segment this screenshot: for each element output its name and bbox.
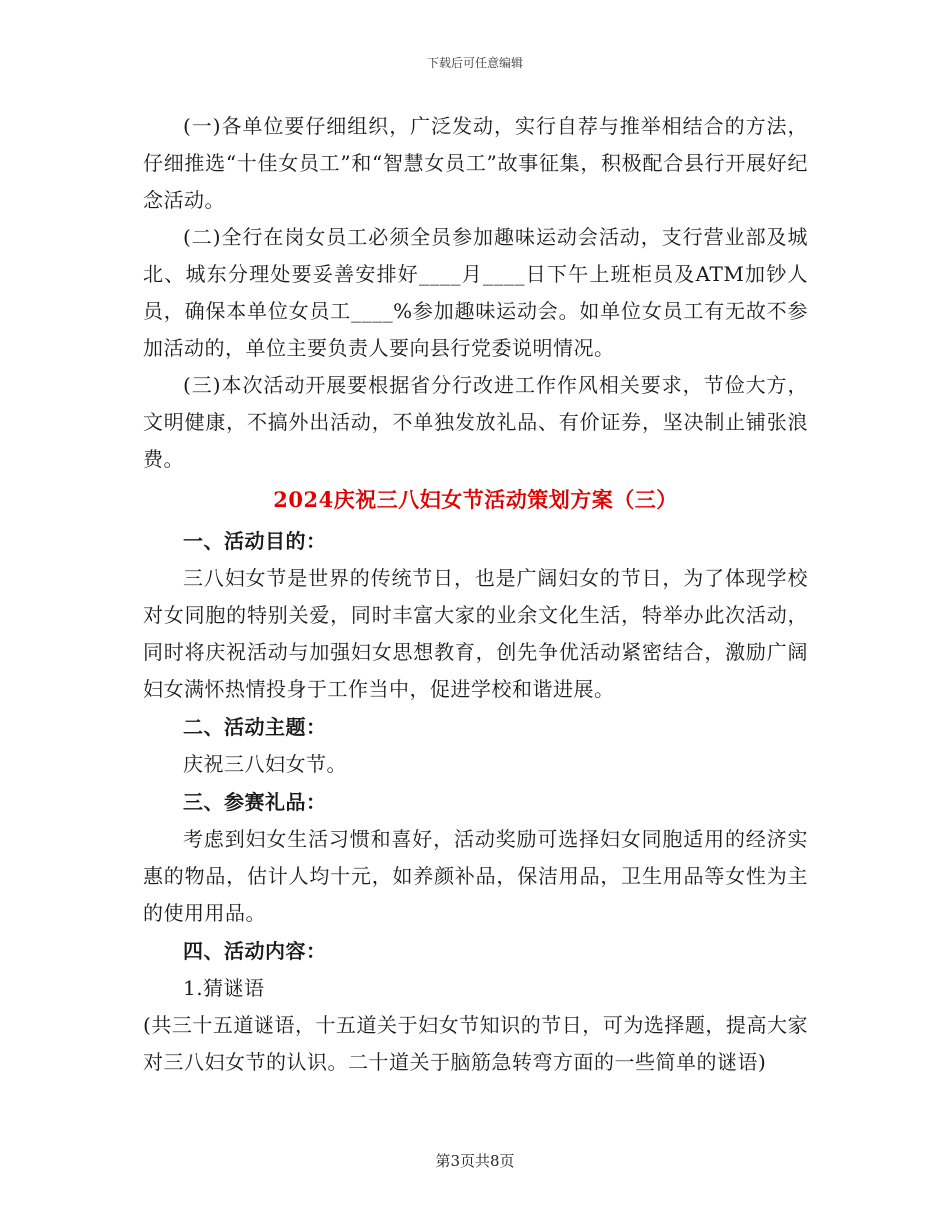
paragraph-2: (二)全行在岗女员工必须全员参加趣味运动会活动，支行营业部及城北、城东分理处要妥善安排好____月____日下午上班柜员及ATM加钞人员，确保本单位女员工____%参加趣味运动会。如单位女员工有无故不参加活动的，单位主要负责人要向县行党委说明情况。 [143, 225, 808, 360]
theme-text: 庆祝三八妇女节。 [183, 752, 347, 776]
heading-theme: 二、活动主题： [183, 715, 327, 739]
page-footer: 第3页共8页 [435, 1152, 515, 1170]
riddle-description: (共三十五道谜语，十五道关于妇女节知识的节日，可为选择题，提高大家对三八妇女节的认识。二十道关于脑筋急转弯方面的一些简单的谜语) [143, 1013, 808, 1074]
heading-purpose: 一、活动目的： [183, 529, 327, 553]
heading-prizes: 三、参赛礼品： [183, 790, 327, 814]
paragraph-3: (三)本次活动开展要根据省分行改进工作作风相关要求，节俭大方，文明健康，不搞外出活动，不单独发放礼品、有价证券，坚决制止铺张浪费。 [143, 373, 808, 471]
purpose-text: 三八妇女节是世界的传统节日，也是广阔妇女的节日，为了体现学校对女同胞的特别关爱，同时丰富大家的业余文化生活，特举办此次活动，同时将庆祝活动与加强妇女思想教育，创先争优活动紧密结合，激励广阔妇女满怀热情投身于工作当中，促进学校和谐进展。 [143, 566, 808, 701]
prizes-text: 考虑到妇女生活习惯和喜好，活动奖励可选择妇女同胞适用的经济实惠的物品，估计人均十元，如养颜补品，保洁用品，卫生用品等女性为主的使用用品。 [143, 827, 808, 925]
document-body [143, 108, 808, 1081]
section-title: 2024庆祝三八妇女节活动策划方案（三） [273, 487, 678, 512]
content-item-1: 1.猜谜语 [183, 976, 265, 1000]
header-note: 下载后可任意编辑 [426, 56, 523, 70]
heading-content: 四、活动内容： [183, 939, 327, 963]
paragraph-1: (一)各单位要仔细组织，广泛发动，实行自荐与推举相结合的方法，仔细推选“十佳女员工”和“智慧女员工”故事征集，积极配合县行开展好纪念活动。 [143, 114, 808, 212]
